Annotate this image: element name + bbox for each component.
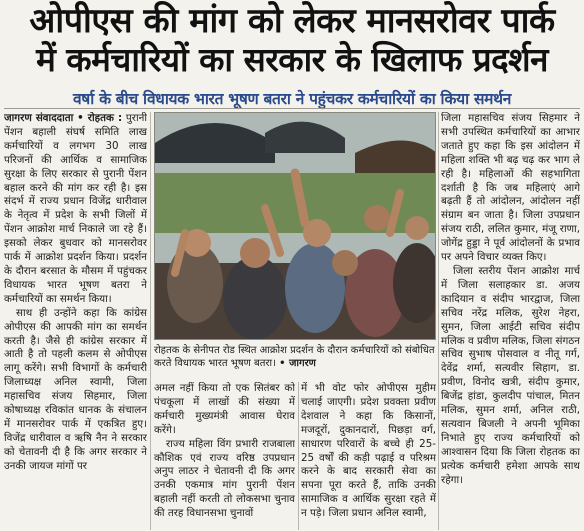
dateline-place: • रोहतक : xyxy=(77,112,123,124)
subheadline: वर्षा के बीच विधायक भारत भूषण बतरा ने पहुंचकर कर्मचारियों का किया समर्थन xyxy=(72,90,512,108)
headline xyxy=(6,3,578,77)
column-divider xyxy=(150,112,151,530)
news-photo xyxy=(154,112,436,340)
column-divider xyxy=(438,112,439,530)
protest-photo-illustration xyxy=(155,113,436,340)
article-paragraph-6: जिला महासचिव संजय सिहमार ने सभी उपस्थित कर्मचारियों का आभार जताते हुए कहा कि इस आंदोलन में महिला शक्ति भी बढ़ चढ़ कर भाग ले रही है। महिलाओं की सहभागिता दर्शाती है कि जब महिलाएं आगे बढ़ती हैं तो आंदोलन, आंदोलन नहीं संग्राम बन जाता है। जिला उपप्रधान संजय राठी, ललित कुमार, मंजू राणा, जोगेंद्र हुड्डा ने पूर्व आंदोलनों के प्रभाव पर अपने विचार व्यक्त किए। xyxy=(441,112,580,264)
photo-credit: • जागरण xyxy=(279,358,316,369)
headline-line-2: में कर्मचारियों का सरकार के खिलाफ प्रदर्शन xyxy=(36,39,548,79)
article-column-3 xyxy=(441,112,580,530)
byline: जागरण संवाददाता xyxy=(4,112,74,124)
headline-line-1: ओपीएस की मांग को लेकर मानसरोवर पार्क xyxy=(29,1,555,41)
paragraph-text: पुरानी पेंशन बहाली संघर्ष समिति लाख कर्मचारियों व लगभग 30 लाख परिजनों की आर्थिक व सामाजिक सुरक्षा के लिए सरकार से पुरानी पेंशन बहाल करने की मांग कर रही है। इस संदर्भ में राज्य प्रधान विजेंद्र धारीवाल के नेतृत्व में प्रदेश के सभी जिलों में पेंशन आक्रोश मार्च निकाले जा रहे हैं। इसको लेकर बुधवार को मानसरोवर पार्क में आक्रोश प्रदर्शन किया। प्रदर्शन के दौरान बरसात के मौसम में पहुंचकर विधायक भारत भूषण बतरा ने कर्मचारियों का समर्थन किया। xyxy=(4,112,147,305)
article-paragraph-1 xyxy=(4,112,147,307)
photo-caption xyxy=(154,344,436,378)
article-paragraph-5: में भी वोट फोर ओपीएस मुहीम चलाई जाएगी। प्रदेश प्रवक्ता प्रवीण देशवाल ने कहा कि किसानों, मजदूरों, दुकानदारों, पिछड़ा वर्ग, साधारण परिवारों के बच्चे ही 25-25 वर्षों की कड़ी पढ़ाई व परिश्रम करने के बाद सरकारी सेवा का सपना पूरा करते हैं, ताकि उनकी सामाजिक व आर्थिक सुरक्षा रहते में न पड़े। जिला प्रधान अनिल स्वामी, xyxy=(301,382,436,520)
article-paragraph-2: साथ ही उन्होंने कहा कि कांग्रेस ओपीएस की आपकी मांग का समर्थन करती है। जैसे ही कांग्रेस सरकार में आती है तो पहली कलम से ओपीएस लागू करेंगे। सभी विभागों के कर्मचारी जिलाध्यक्ष अनिल स्वामी, जिला महासचिव संजय सिहमार, जिला कोषाध्यक्ष रविकांत धानक के संचालन में मानसरोवर पार्क में एकत्रित हुए। विजेंद्र धारीवाल व ऋषि नैन ने सरकार को चेतावनी दी है कि अगर सरकार ने उनकी जायज मांगों पर xyxy=(4,306,147,472)
article-column-2b xyxy=(301,382,436,530)
caption-text: रोहतक के सेनीपत रोड स्थित आक्रोश प्रदर्शन के दौरान कर्मचारियों को संबोधित करते विधायक भारत भूषण बतरा। xyxy=(154,345,435,369)
article-paragraph-3: अमल नहीं किया तो एक सितंबर को पंचकूला में लाखों की संख्या में कर्मचारी मुख्यमंत्री आवास घेराव करेंगे। xyxy=(154,382,295,436)
divider-top xyxy=(4,108,580,109)
article-paragraph-4: राज्य महिला विंग प्रभारी राजबाला कौशिक एवं राज्य वरिष्ठ उपप्रधान अनुप लाठर ने चेतावनी दी कि अगर उनकी एकमात्र मांग पुरानी पेंशन बहाली नहीं करती तो लोकसभा चुनाव की तरह विधानसभा चुनावों xyxy=(154,437,295,520)
article-column-2a xyxy=(154,382,295,530)
article-paragraph-7: जिला स्तरीय पेंशन आक्रोश मार्च में जिला सलाहकार डा. अजय कादियान व संदीप भारद्वाज, जिला सचिव नरेंद्र मलिक, सुरेश नेहरा, सुमन, जिला आईटी सचिव संदीप मलिक व प्रवीण मलिक, जिला संगठन सचिव सुभाष पोसवाल व नीतू गर्ग, देवेंद्र शर्मा, सत्यवीर सिहाग, डा. प्रवीण, विनोद खत्री, संदीप कुमार, बिजेंद्र हांडा, कुलदीप पांचाल, मितन मलिक, सुमन शर्मा, अनिल राठी, सत्यवान बिजली ने अपनी भूमिका निभाते हुए राज्य कर्मचारियों को आश्वासन दिया कि जिला रोहतक का प्रत्येक कर्मचारी हमेशा आपके साथ रहेगा। xyxy=(441,264,580,486)
article-column-1 xyxy=(4,112,147,530)
column-divider xyxy=(298,382,299,530)
